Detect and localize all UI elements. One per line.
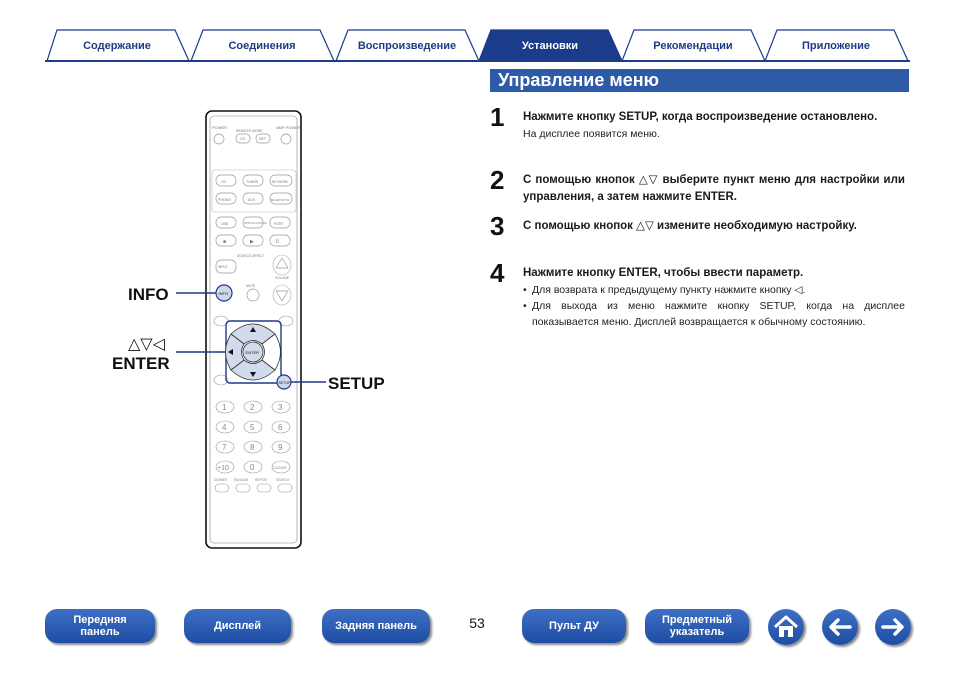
tab-connections[interactable]: Соединения	[228, 40, 296, 52]
step-number: 1	[490, 102, 505, 132]
arrow-right-icon	[875, 609, 911, 645]
nav-display-button[interactable]	[184, 609, 291, 643]
key-8: 8	[250, 443, 255, 452]
source-network-label: NETWORK	[272, 180, 289, 184]
step-bullet: • Для выхода из меню нажмите кнопку SETUP, когда на дисплее показывается меню. Дисплей возвращается к обычному состоянию.	[523, 298, 905, 330]
stop-label: ■	[223, 239, 227, 245]
back-button[interactable]	[822, 609, 858, 645]
nav-remote-button[interactable]	[522, 609, 626, 643]
nav-front-panel-button[interactable]	[45, 609, 155, 643]
key-5: 5	[250, 423, 255, 432]
top-tab-bar	[45, 28, 910, 62]
setup-button-label: SETUP	[278, 381, 291, 385]
usb-label: USB	[221, 222, 229, 226]
source-bluetooth-label: BLUETOOTH	[271, 198, 290, 202]
step-bullet: • Для возврата к предыдущему пункту нажмите кнопку ◁.	[523, 282, 905, 298]
info-button-label: INFO	[218, 291, 229, 296]
nav-rear-panel-label: Задняя панель	[335, 620, 417, 632]
enter-callout: ENTER	[112, 354, 170, 373]
remote-mode-label: REMOTE MODE	[236, 129, 263, 133]
remote-control-drawing	[100, 108, 400, 553]
tab-contents[interactable]: Содержание	[83, 40, 151, 52]
port-label: PORT	[274, 222, 284, 226]
nav-front-panel-label: Передняя панель	[73, 614, 127, 638]
step-instruction: С помощью кнопок △▽ выберите пункт меню для настройки или управления, а затем нажмите ENTER.	[523, 174, 905, 203]
step-instruction: С помощью кнопок △▽ измените необходимую настройку.	[523, 220, 857, 232]
nav-rear-panel-button[interactable]	[322, 609, 430, 643]
info-callout: INFO	[128, 285, 169, 304]
key-3: 3	[278, 403, 283, 412]
key-clear: CLEAR	[273, 465, 287, 470]
mute-button	[247, 289, 259, 301]
key-9: 9	[278, 443, 283, 452]
section-header	[490, 69, 909, 92]
optical-label: OPTICAL/COAXIAL	[244, 222, 268, 225]
setup-callout: SETUP	[328, 374, 385, 393]
tab-playback[interactable]: Воспроизведение	[357, 40, 457, 52]
key-1: 1	[222, 403, 227, 412]
key-plus10: +10	[217, 465, 229, 472]
nav-remote-label: Пульт ДУ	[549, 620, 599, 632]
dimmer-label: DIMMER	[214, 478, 227, 482]
search-label: SEARCH	[276, 478, 290, 482]
step-4	[490, 258, 905, 330]
remote-illustration	[100, 108, 400, 553]
key-7: 7	[222, 443, 227, 452]
input-label: INPUT	[218, 265, 228, 269]
step-2	[490, 165, 905, 206]
mute-label: MUTE	[246, 284, 256, 288]
play-label: ▶	[250, 239, 254, 245]
tab-settings[interactable]: Установки	[521, 40, 579, 52]
nav-index-label: Предметный указатель	[661, 614, 733, 638]
mode-net-label: NET	[259, 137, 266, 141]
amp-power-button	[281, 134, 291, 144]
key-6: 6	[278, 423, 283, 432]
source-cd-label: CD	[221, 180, 227, 184]
key-2: 2	[250, 403, 255, 412]
arrow-left-icon	[822, 609, 858, 645]
step-3	[490, 211, 905, 241]
remote-power-label: POWER	[212, 125, 228, 130]
arrows-callout: △▽◁	[128, 336, 165, 353]
section-title: Управление меню	[498, 70, 659, 90]
source-aux-label: AUX	[248, 198, 256, 202]
remote-amp-power-label: AMP POWER	[276, 125, 301, 130]
nav-index-button[interactable]	[645, 609, 749, 643]
step-note: На дисплее появится меню.	[523, 128, 660, 140]
volume-label: VOLUME	[275, 276, 289, 280]
tab-appendix[interactable]: Приложение	[801, 40, 871, 52]
step-number: 3	[490, 211, 505, 241]
enter-button-label: ENTER	[245, 350, 260, 355]
mode-cd-label: CD	[240, 137, 246, 141]
nav-display-label: Дисплей	[213, 620, 262, 632]
source-direct-label: SOURCE DIRECT	[237, 254, 265, 258]
forward-button[interactable]	[875, 609, 911, 645]
page-number: 53	[469, 615, 485, 631]
power-button	[214, 134, 224, 144]
step-instruction: Нажмите кнопку ENTER, чтобы ввести параметр.	[523, 267, 804, 279]
home-icon	[768, 609, 804, 645]
source-tuner-label: TUNER	[246, 180, 259, 184]
key-4: 4	[222, 423, 227, 432]
pause-label: II	[276, 239, 279, 245]
tab-tips[interactable]: Рекомендации	[653, 40, 733, 52]
random-label: RANDOM	[234, 478, 249, 482]
tab-underline	[45, 60, 910, 62]
source-phono-label: PHONO	[218, 198, 231, 202]
step-instruction: Нажмите кнопку SETUP, когда воспроизведение остановлено.	[523, 111, 878, 123]
repeat-label: REPEAT	[255, 478, 268, 482]
key-0: 0	[250, 463, 255, 472]
step-number: 2	[490, 165, 505, 195]
home-button[interactable]	[768, 609, 804, 645]
step-1	[490, 102, 905, 142]
step-number: 4	[490, 258, 505, 288]
pause-button	[270, 235, 290, 246]
